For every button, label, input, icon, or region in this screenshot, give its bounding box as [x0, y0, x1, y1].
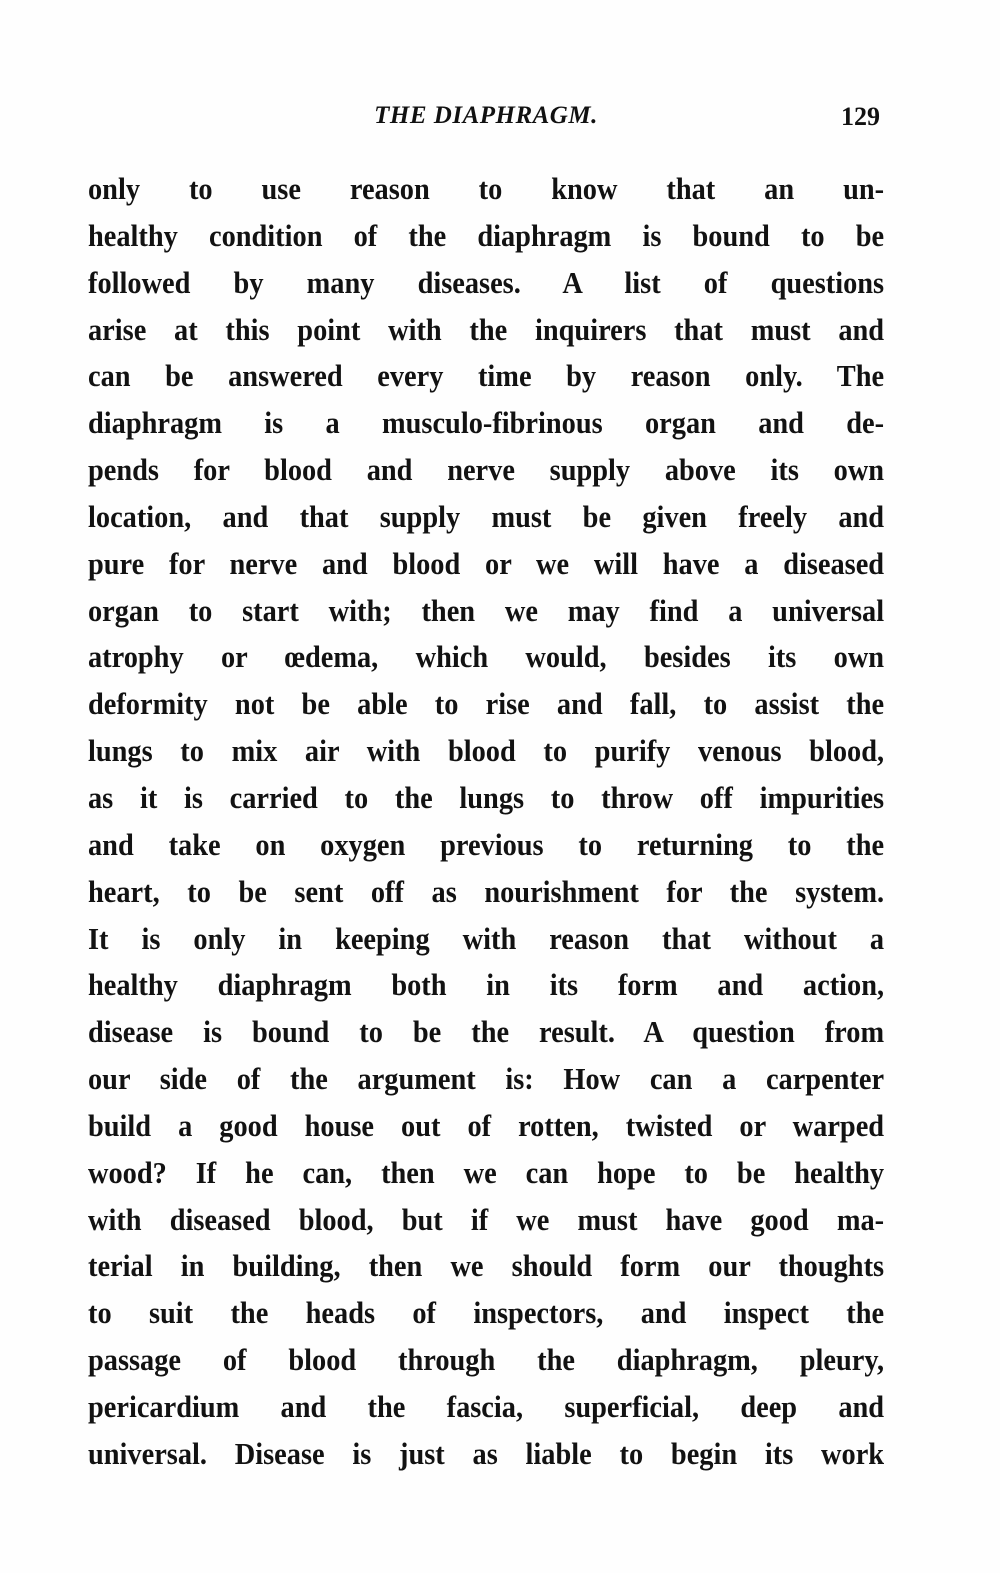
text-line: to suit the heads of inspectors, and inspect the [88, 1296, 885, 1331]
running-title: THE DIAPHRAGM. [374, 102, 598, 129]
text-line: heart, to be sent off as nourishment for the system. [88, 874, 885, 909]
text-line: with diseased blood, but if we must have good ma- [88, 1202, 885, 1237]
text-line: healthy condition of the diaphragm is bound to be [88, 218, 885, 253]
body-text [88, 166, 884, 1478]
text-line: can be answered every time by reason only. The [88, 359, 885, 394]
text-line: pends for blood and nerve supply above its own [88, 453, 885, 488]
text-line: universal. Disease is just as liable to begin its work [88, 1436, 885, 1471]
running-head [88, 100, 884, 134]
text-line: pericardium and the fascia, superficial, deep and [88, 1389, 885, 1424]
text-line: atrophy or œdema, which would, besides its own [88, 640, 885, 675]
text-line: only to use reason to know that an un- [88, 172, 885, 206]
text-line: diaphragm is a musculo-fibrinous organ and de- [88, 406, 885, 441]
text-line: followed by many diseases. A list of questions [88, 265, 885, 300]
text-line: passage of blood through the diaphragm, pleury, [88, 1343, 885, 1378]
text-line: It is only in keeping with reason that without a [88, 921, 885, 956]
text-line: as it is carried to the lungs to throw off impurities [88, 780, 885, 815]
text-line: lungs to mix air with blood to purify venous blood, [88, 734, 885, 769]
text-line: healthy diaphragm both in its form and action, [88, 968, 885, 1003]
text-line: deformity not be able to rise and fall, to assist the [88, 687, 885, 722]
text-line: build a good house out of rotten, twisted or warped [88, 1108, 885, 1143]
text-line: disease is bound to be the result. A question from [88, 1015, 885, 1050]
text-line: arise at this point with the inquirers that must and [88, 312, 885, 347]
text-line: and take on oxygen previous to returning to the [88, 827, 885, 862]
text-line: location, and that supply must be given freely and [88, 499, 885, 534]
text-line: our side of the argument is: How can a carpenter [88, 1062, 885, 1097]
text-line: organ to start with; then we may find a universal [88, 593, 885, 628]
page-number: 129 [841, 102, 880, 131]
text-line: wood? If he can, then we can hope to be healthy [88, 1155, 885, 1190]
text-line: terial in building, then we should form our thoughts [88, 1249, 885, 1284]
text-line: pure for nerve and blood or we will have a diseased [88, 546, 885, 581]
